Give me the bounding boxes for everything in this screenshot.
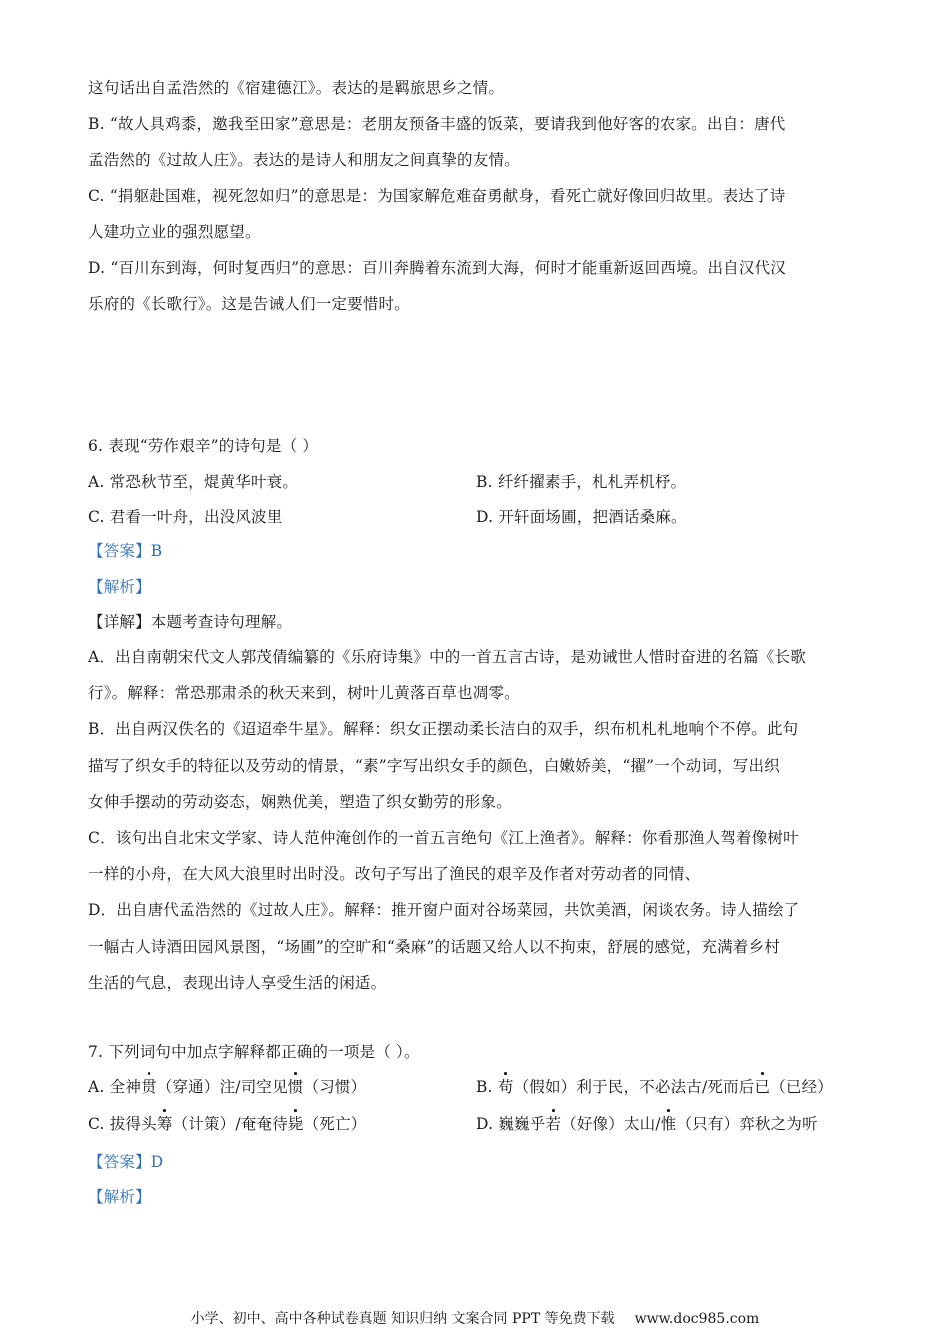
q6-exp-b-line-1: B．出自两汉佚名的《迢迢牵牛星》。解释：织女正摆动柔长洁白的双手，织布机札札地响个不停。此句 xyxy=(88,720,799,738)
q6-option-d: D. 开轩面场圃，把酒话桑麻。 xyxy=(476,508,687,526)
q7-option-d-text: （只有）弈秋之为听 xyxy=(676,1115,818,1133)
q7-option-a-text: （穿通）注/司空见 xyxy=(156,1078,288,1096)
prev-option-c-line-1: C. “捐躯赴国难，视死忽如归”的意思是：为国家解危难奋勇献身，看死亡就好像回归故里。表达了诗 xyxy=(88,187,786,205)
q6-detail: 【详解】本题考查诗句理解。 xyxy=(88,613,293,631)
q7-option-c-text: （计策）/奄奄待 xyxy=(172,1115,288,1133)
q7-option-c-dotted-char-2: 毙 xyxy=(287,1115,304,1133)
q6-exp-d-line-1: D．出自唐代孟浩然的《过故人庄》。解释：推开窗户面对谷场菜园，共饮美酒，闲谈农务。诗人描绘了 xyxy=(88,901,800,919)
q7-option-d-dotted-char-2: 惟 xyxy=(660,1115,677,1133)
q7-option-c-text: （死亡） xyxy=(303,1115,367,1133)
q6-exp-b-line-3: 女伸手摆动的劳动姿态，娴熟优美，塑造了织女勤劳的形象。 xyxy=(88,793,512,811)
footer-url[interactable]: www.doc985.com xyxy=(634,1311,760,1327)
q7-answer: 【答案】D xyxy=(88,1153,164,1171)
q6-option-c: C. 君看一叶舟，出没风波里 xyxy=(88,508,283,526)
prev-option-b-line-2: 孟浩然的《过故人庄》。表达的是诗人和朋友之间真挚的友情。 xyxy=(88,151,520,169)
q7-option-d-dotted-char-1: 若 xyxy=(545,1115,562,1133)
q7-option-c xyxy=(88,1114,366,1134)
prev-option-d-line-1: D. “百川东到海，何时复西归”的意思：百川奔腾着东流到大海，何时才能重新返回西境。出自汉代汉 xyxy=(88,259,786,277)
q7-option-b-text: （假如）利于民，不必法古/死而后 xyxy=(513,1078,755,1096)
q7-option-b-text: B. xyxy=(476,1078,498,1096)
q7-option-c-text: C. 拔得头 xyxy=(88,1115,157,1133)
q7-option-b-text: （已经） xyxy=(770,1078,834,1096)
q6-exp-d-line-2: 一幅古人诗酒田园风景图，“场圃”的空旷和“桑麻”的话题又给人以不拘束，舒展的感觉，充满着乡村 xyxy=(88,938,780,956)
q6-exp-d-line-3: 生活的气息，表现出诗人享受生活的闲适。 xyxy=(88,974,387,992)
q7-option-d-text: D. 巍巍乎 xyxy=(476,1115,546,1133)
q7-option-a-dotted-char-2: 惯 xyxy=(287,1078,304,1096)
prev-option-d-line-2: 乐府的《长歌行》。这是告诫人们一定要惜时。 xyxy=(88,295,410,313)
q6-option-a: A. 常恐秋节至，焜黄华叶衰。 xyxy=(88,473,299,491)
q7-option-d-text: （好像）太山/ xyxy=(561,1115,661,1133)
q6-stem: 6. 表现“劳作艰辛”的诗句是（ ） xyxy=(88,437,319,455)
q6-exp-a-line-1: A．出自南朝宋代文人郭茂倩编纂的《乐府诗集》中的一首五言古诗，是劝诫世人惜时奋进的名篇《长歌 xyxy=(88,648,806,666)
q7-stem: 7. 下列词句中加点字解释都正确的一项是（ ）。 xyxy=(88,1043,420,1061)
q7-analysis-label: 【解析】 xyxy=(88,1188,151,1206)
q7-option-b-dotted-char-2: 已 xyxy=(754,1078,771,1096)
q6-exp-c-line-2: 一样的小舟，在大风大浪里时出时没。改句子写出了渔民的艰辛及作者对劳动者的同情、 xyxy=(88,865,701,883)
q6-exp-c-line-1: C．该句出自北宋文学家、诗人范仲淹创作的一首五言绝句《江上渔者》。解释：你看那渔人驾着像树叶 xyxy=(88,829,799,847)
q6-answer: 【答案】B xyxy=(88,542,163,560)
q6-analysis-label: 【解析】 xyxy=(88,578,151,596)
q7-option-b-dotted-char-1: 苟 xyxy=(497,1078,514,1096)
footer-text: 小学、初中、高中各种试卷真题 知识归纳 文案合同 PPT 等免费下载 xyxy=(190,1311,615,1327)
prev-option-b-line-1: B. “故人具鸡黍，邀我至田家”意思是：老朋友预备丰盛的饭菜，要请我到他好客的农家。出自：唐代 xyxy=(88,115,786,133)
q7-option-b xyxy=(476,1077,833,1097)
q7-option-c-dotted-char-1: 筹 xyxy=(156,1115,173,1133)
q7-option-a-dotted-char-1: 贯 xyxy=(141,1078,157,1096)
q7-option-a-text: （习惯） xyxy=(303,1078,367,1096)
q7-option-d xyxy=(476,1114,818,1134)
q7-option-a-text: A. 全神 xyxy=(88,1078,142,1096)
page-footer xyxy=(0,1308,950,1328)
q6-exp-b-line-2: 描写了织女手的特征以及劳动的情景，“素”字写出织女手的颜色，白嫩娇美，“擢”一个动词，写出织 xyxy=(88,757,780,775)
q6-exp-a-line-2: 行》。解释：常恐那肃杀的秋天来到，树叶儿黄落百草也凋零。 xyxy=(88,684,520,702)
q6-option-b: B. 纤纤擢素手，札札弄机杼。 xyxy=(476,473,687,491)
q7-option-a xyxy=(88,1077,366,1097)
prev-line-1: 这句话出自孟浩然的《宿建德江》。表达的是羁旅思乡之情。 xyxy=(88,79,505,97)
prev-option-c-line-2: 人建功立业的强烈愿望。 xyxy=(88,223,261,241)
